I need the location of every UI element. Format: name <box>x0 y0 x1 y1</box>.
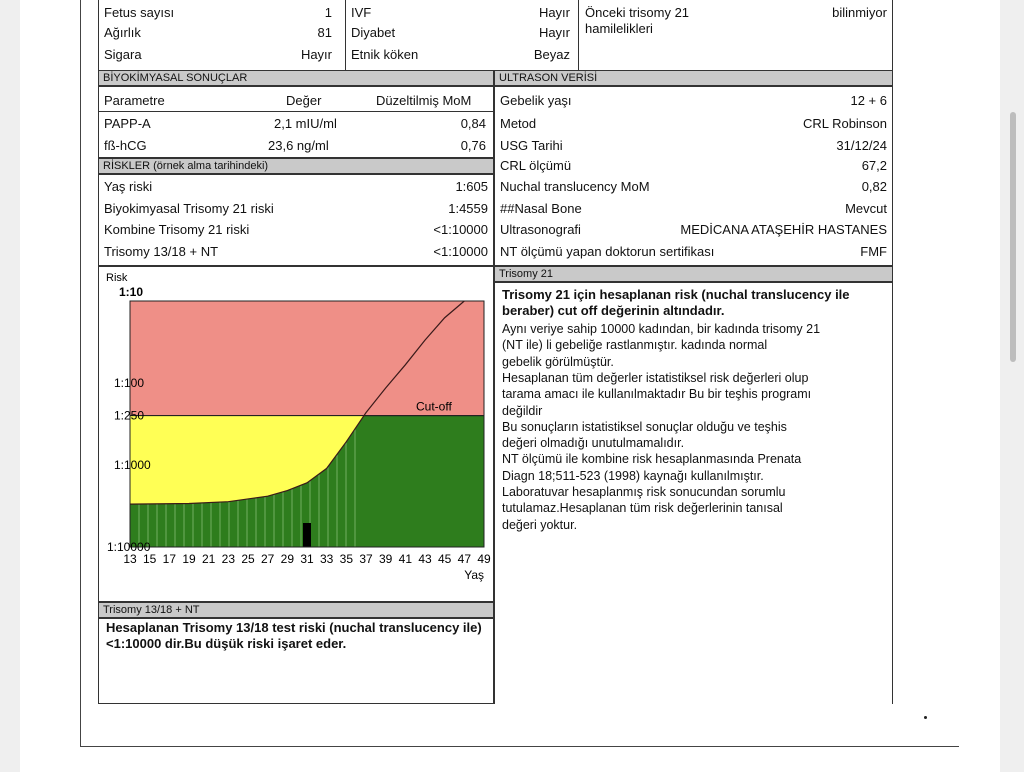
x-tick-label: 41 <box>398 552 413 566</box>
patient-marker <box>303 523 311 547</box>
smoking-label: Sigara <box>104 47 142 62</box>
ultrasound-value: 0,82 <box>861 179 887 194</box>
weight-label: Ağırlık <box>104 25 141 40</box>
t21-text-line: NT ölçümü ile kombine risk hesaplanmasında Prenata <box>502 452 802 467</box>
fetus-count-value: 1 <box>324 5 332 20</box>
t1318-label: Trisomy 13/18 + NT <box>104 244 219 259</box>
ethnicity-label: Etnik köken <box>351 47 419 62</box>
t21-text-line: değeri yoktur. <box>502 517 578 532</box>
ultrasound-label: USG Tarihi <box>500 138 563 153</box>
combined-t21-label: Kombine Trisomy 21 riski <box>104 222 250 237</box>
x-tick-label: 27 <box>260 552 275 566</box>
t21-text-line: Aynı veriye sahip 10000 kadından, bir kadında trisomy 21 <box>502 322 821 336</box>
x-tick-label: 35 <box>339 552 354 566</box>
y-tick-label: 1:100 <box>114 376 145 390</box>
scrollbar-thumb[interactable] <box>1010 112 1016 362</box>
previous-trisomy-value: bilinmiyor <box>832 5 887 20</box>
x-tick-label: 39 <box>378 552 393 566</box>
t21-text-line: Laboratuvar hesaplanmış risk sonucundan sorumlu <box>502 485 786 499</box>
ivf-value: Hayır <box>538 5 570 20</box>
t1318-text: Hesaplanan Trisomy 13/18 test riski (nuchal translucency ile) <1:10000 dir.Bu düşük riski işaret eder. <box>106 620 482 651</box>
biochem-t21-value: 1:4559 <box>448 201 488 216</box>
x-tick-label: 17 <box>162 552 177 566</box>
t21-summary: Trisomy 21 için hesaplanan risk (nuchal translucency ile beraber) cut off değerinin altındadır. <box>502 287 850 318</box>
t21-text-line: değeri olmadığı unutulmamalıdır. <box>502 436 685 451</box>
diabetes-value: Hayır <box>538 25 570 40</box>
biochem-col-mom: Düzeltilmiş MoM <box>376 93 472 108</box>
ultrasound-label: Nuchal translucency MoM <box>500 179 650 194</box>
diabetes-label: Diyabet <box>351 25 396 40</box>
t1318-value: <1:10000 <box>433 244 488 259</box>
biochem-col-param: Parametre <box>104 93 165 108</box>
x-tick-label: 49 <box>477 552 491 566</box>
t21-text-line: Diagn 18;511-523 (1998) kaynağı kullanılmıştır. <box>502 468 764 483</box>
risks-header: RİSKLER (örnek alma tarihindeki) <box>98 158 494 174</box>
t21-header: Trisomy 21 <box>494 266 893 282</box>
t21-text-line: (NT ile) li gebeliğe rastlanmıştır. kadında normal <box>502 338 768 353</box>
biochem-t21-label: Biyokimyasal Trisomy 21 riski <box>104 201 274 216</box>
previous-trisomy-label: Önceki trisomy 21 <box>585 5 690 20</box>
ultrasound-label: Ultrasonografi <box>500 222 581 237</box>
t21-text-line: tutulamaz.Hesaplanan tüm risk değerlerinin tanısal <box>502 501 783 516</box>
age-risk-label: Yaş riski <box>104 179 153 194</box>
weight-value: 81 <box>317 25 332 40</box>
page-dot <box>924 716 927 719</box>
x-tick-label: 43 <box>418 552 432 566</box>
risk-chart <box>99 267 493 601</box>
fbhcg-label: fß-hCG <box>104 138 147 153</box>
x-tick-label: 47 <box>457 552 472 566</box>
x-axis-title: Yaş <box>464 568 484 582</box>
ultrasound-label: Gebelik yaşı <box>500 93 572 108</box>
smoking-value: Hayır <box>300 47 332 62</box>
ethnicity-value: Beyaz <box>533 47 570 62</box>
ultrasound-value: 67,2 <box>861 158 887 173</box>
x-tick-label: 45 <box>437 552 452 566</box>
fetus-count-label: Fetus sayısı <box>104 5 175 20</box>
t1318-header: Trisomy 13/18 + NT <box>98 602 494 618</box>
ultrasound-value: MEDİCANA ATAŞEHİR HASTANES <box>680 222 887 237</box>
x-tick-label: 15 <box>142 552 157 566</box>
cutoff-label: Cut-off <box>416 399 452 414</box>
y-tick-label: 1:10 <box>119 285 144 299</box>
papp-a-label: PAPP-A <box>104 116 151 131</box>
papp-a-mom: 0,84 <box>460 116 486 131</box>
ultrasound-value: Mevcut <box>845 201 887 216</box>
x-tick-label: 25 <box>241 552 255 566</box>
x-tick-label: 29 <box>280 552 295 566</box>
x-tick-label: 31 <box>300 552 314 566</box>
ultrasound-label: NT ölçümü yapan doktorun sertifikası <box>500 244 715 259</box>
x-tick-label: 13 <box>123 552 137 566</box>
age-risk-value: 1:605 <box>455 179 488 194</box>
patient-info-box <box>98 0 893 71</box>
ultrasound-value: FMF <box>860 244 887 259</box>
high-risk-region <box>130 301 484 416</box>
ivf-label: IVF <box>351 5 372 20</box>
x-tick-label: 37 <box>359 552 373 566</box>
x-tick-label: 23 <box>221 552 236 566</box>
ultrasound-value: CRL Robinson <box>802 116 887 131</box>
ultrasound-header: ULTRASON VERİSİ <box>494 70 893 86</box>
y-tick-label: 1:250 <box>114 408 145 423</box>
t21-text-line: Bu sonuçların istatistiksel sonuçlar olduğu ve teşhis <box>502 419 787 434</box>
biochem-col-value: Değer <box>286 93 322 108</box>
x-tick-label: 33 <box>319 552 334 566</box>
y-tick-label: 1:1000 <box>114 458 151 472</box>
previous-trisomy-label-2: hamilelikleri <box>585 21 653 36</box>
t21-text-line: tarama amacı ile kullanılmaktadır Bu bir teşhis programı <box>502 387 812 402</box>
x-tick-label: 21 <box>201 552 216 566</box>
ultrasound-label: Metod <box>500 116 537 131</box>
ultrasound-box <box>494 86 893 266</box>
papp-a-value: 2,1 mIU/ml <box>274 116 337 131</box>
ultrasound-value: 31/12/24 <box>836 138 887 153</box>
fbhcg-mom: 0,76 <box>460 138 486 153</box>
x-tick-label: 19 <box>182 552 196 566</box>
fbhcg-value: 23,6 ng/ml <box>268 138 329 153</box>
t21-text-line: değildir <box>502 403 543 418</box>
ultrasound-value: 12 + 6 <box>850 93 887 108</box>
t21-text-line: Hesaplanan tüm değerler istatistiksel risk değerleri olup <box>502 370 809 385</box>
combined-t21-value: <1:10000 <box>433 222 488 237</box>
y-tick-label: 1:10000 <box>107 540 151 554</box>
ultrasound-label: CRL ölçümü <box>500 158 572 173</box>
y-axis-title: Risk <box>106 272 128 284</box>
ultrasound-label: ##Nasal Bone <box>500 201 582 216</box>
t21-text-line: gebelik görülmüştür. <box>502 354 614 369</box>
biochem-header: BİYOKİMYASAL SONUÇLAR <box>98 70 494 86</box>
